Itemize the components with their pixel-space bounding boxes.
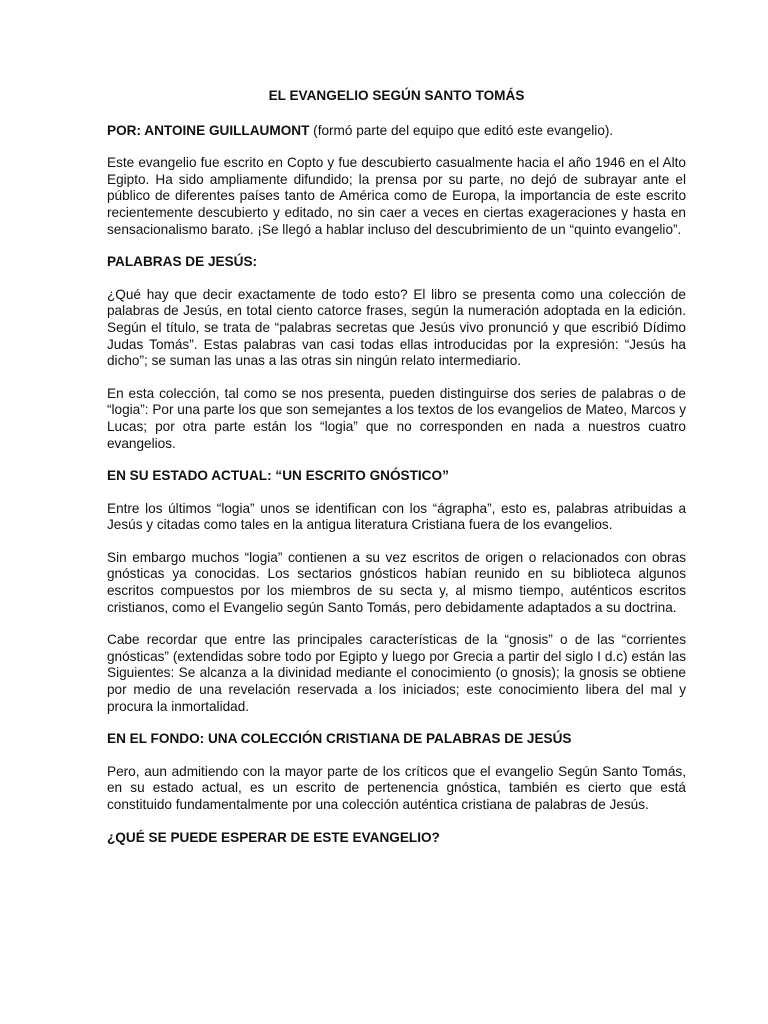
document-title: EL EVANGELIO SEGÚN SANTO TOMÁS (268, 88, 525, 103)
paragraph: ¿Qué hay que decir exactamente de todo esto? El libro se presenta como una colección de palabras de Jesús, en total ciento catorce frases, según la numeración adoptada en la edición. Según el título, se trata de “palabras secretas que Jesús vivo pronunció y que escribió Dídimo Judas Tomás”. Estas palabras van casi todas ellas introducidas por la expresión: “Jesús ha dicho”; se suman las unas a las otras sin ningún relato intermediario. (107, 286, 686, 369)
paragraph: Pero, aun admitiendo con la mayor parte de los críticos que el evangelio Según Santo Tomás, en su estado actual, es un escrito de pertenencia gnóstica, también es cierto que está constituido fundamentalmente por una colección auténtica cristiana de palabras de Jesús. (107, 763, 686, 812)
paragraph: En esta colección, tal como se nos presenta, pueden distinguirse dos series de palabras o de “logia”: Por una parte los que son semejantes a los textos de los evangelios de Mateo, Marcos y Lucas; por otra parte están los “logia” que no corresponden en nada a nuestros cuatro evangelios. (107, 385, 686, 451)
author-label: POR: ANTOINE GUILLAUMONT (107, 122, 310, 138)
author-note: (formó parte del equipo que editó este evangelio). (309, 122, 614, 138)
section-heading-en-el-fondo: EN EL FONDO: UNA COLECCIÓN CRISTIANA DE PALABRAS DE JESÚS (107, 731, 572, 747)
author-byline (107, 123, 686, 140)
section-heading-palabras: PALABRAS DE JESÚS: (107, 254, 258, 270)
section-heading-estado-actual: EN SU ESTADO ACTUAL: “UN ESCRITO GNÓSTICO” (107, 468, 449, 484)
paragraph: Entre los últimos “logia” unos se identifican con los “ágrapha”, esto es, palabras atribuidas a Jesús y citadas como tales en la antigua literatura Cristiana fuera de los evangelios. (107, 500, 686, 533)
paragraph: Cabe recordar que entre las principales características de la “gnosis” o de las “corrientes gnósticas” (extendidas sobre todo por Egipto y luego por Grecia a partir del siglo I d.c) están las Siguientes: Se alcanza a la divinidad mediante el conocimiento (o gnosis); la gnosis se obtiene por medio de una revelación reservada a los iniciados; este conocimiento libera del mal y procura la inmortalidad. (107, 632, 686, 714)
section-heading-que-esperar: ¿QUÉ SE PUEDE ESPERAR DE ESTE EVANGELIO? (107, 829, 440, 845)
intro-paragraph: Este evangelio fue escrito en Copto y fue descubierto casualmente hacia el año 1946 en el Alto Egipto. Ha sido ampliamente difundido; la prensa por su parte, no dejó de subrayar ante el público de diferentes países tanto de América como de Europa, la importancia de este escrito recientemente descubierto y editado, no sin caer a veces en ciertas exageraciones y hasta en sensacionalismo barato. ¡Se llegó a hablar incluso del descubrimiento de un “quinto evangelio”. (107, 155, 686, 237)
paragraph: Sin embargo muchos “logia” contienen a su vez escritos de origen o relacionados con obras gnósticas ya conocidas. Los sectarios gnósticos habían reunido en su biblioteca algunos escritos compuestos por los miembros de su secta y, al mismo tiempo, auténticos escritos cristianos, como el Evangelio según Santo Tomás, pero debidamente adaptados a su doctrina. (107, 549, 686, 615)
